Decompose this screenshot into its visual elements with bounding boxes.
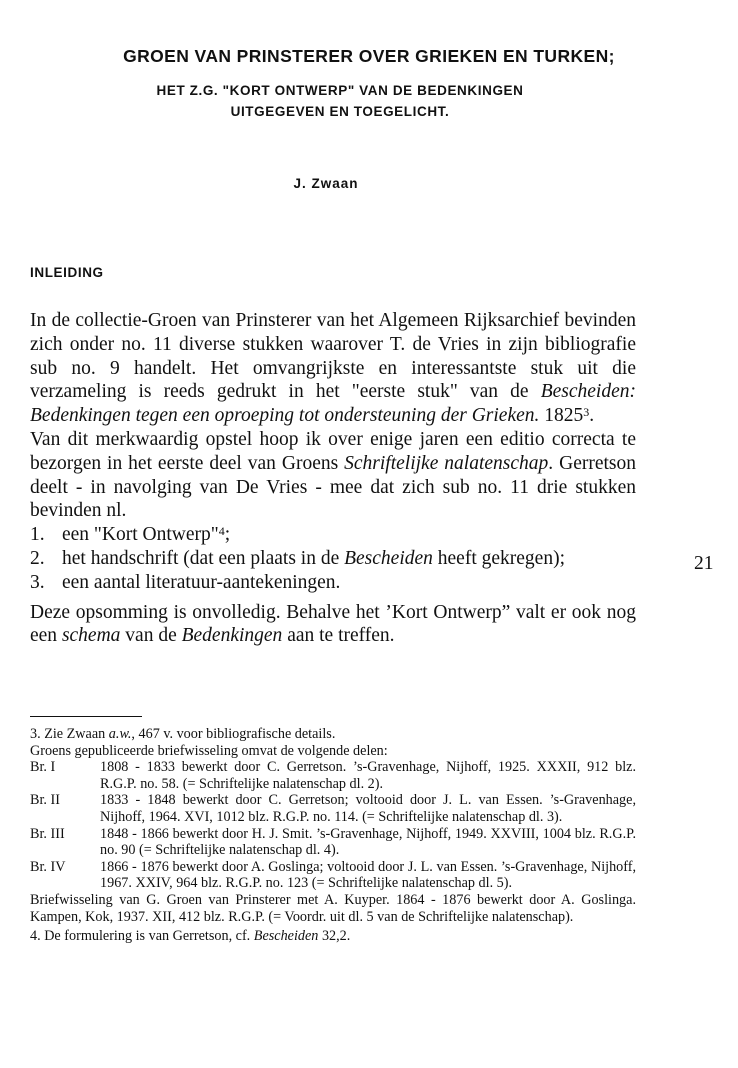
- subtitle-line-1: HET Z.G. "KORT ONTWERP" VAN DE BEDENKINGEN: [156, 83, 524, 98]
- author-name: J. Zwaan: [293, 176, 359, 191]
- paragraph-3: [30, 601, 636, 649]
- list-item-text: een aantal literatuur-aantekeningen.: [62, 571, 341, 593]
- text-run: 32,2.: [318, 928, 351, 945]
- footnote-divider: [30, 716, 142, 717]
- text-run: 4. De formulering is van Gerretson, cf.: [30, 928, 254, 945]
- list-number: 3.: [30, 571, 45, 593]
- footnote-ref-4: 4: [218, 524, 225, 539]
- list-item-text: [62, 523, 636, 547]
- paragraph-2: [30, 428, 636, 523]
- footnote-3: [30, 726, 636, 743]
- kuyper-note: Briefwisseling van G. Groen van Prinsterer met A. Kuyper. 1864 - 1876 bewerkt door A. Goslinga. Kampen, Kok, 1937. XII, 412 blz. R.G.P. (= Voordr. uit dl. 5 van de Schriftelijke nalatenschap).: [30, 891, 636, 925]
- volume-entry: [30, 859, 636, 892]
- page-number: 21: [694, 553, 714, 574]
- numbered-list: [30, 523, 636, 594]
- italic-title: Schriftelijke nalatenschap: [344, 452, 549, 474]
- volume-label: Br. III: [30, 825, 65, 842]
- text-run: . Gerretson deelt - in navolging van De Vries - mee dat zich sub no. 11 drie stukken bevinden nl.: [30, 452, 637, 522]
- list-item: [30, 547, 636, 571]
- list-item: [30, 571, 636, 595]
- footnotes: [30, 726, 636, 945]
- volume-label: Br. IV: [30, 858, 66, 875]
- text-run: een "Kort Ontwerp": [62, 524, 219, 546]
- volume-label: Br. II: [30, 792, 60, 809]
- list-number: 2.: [30, 547, 45, 569]
- volume-entry: [30, 826, 636, 859]
- text-run: .: [589, 405, 595, 427]
- volume-label: Br. I: [30, 759, 56, 776]
- footnote-ref-3: 3: [583, 405, 590, 420]
- text-run: Van dit merkwaardig opstel hoop ik over enige jaren een editio correcta te bezorgen in het eerste deel van Groens: [30, 428, 636, 474]
- text-run: , 467 v. voor bibliografische details.: [131, 726, 336, 742]
- italic-word: schema: [61, 625, 121, 647]
- text-run: 3. Zie Zwaan: [30, 726, 109, 742]
- body-text: [30, 309, 636, 648]
- text-run: In de collectie-Groen van Prinsterer van het Algemeen Rijksarchief bevinden zich onder no. 11 diverse stukken waarover T. de Vries in zijn bibliografie sub no. 9 handelt. Het omvangrijkste en interessantste stuk uit die verzameling is reeds gedrukt in het "eerste stuk" van de: [30, 310, 636, 403]
- italic-title: Bescheiden: [253, 928, 319, 945]
- list-number: 1.: [30, 524, 45, 546]
- text-run: Deze opsomming is onvolledig. Behalve het ’Kort Ontwerp” valt er ook nog een: [30, 601, 636, 647]
- list-item: [30, 523, 636, 547]
- volume-text: 1866 - 1876 bewerkt door A. Goslinga; voltooid door J. L. van Essen. ’s-Gravenhage, Nijhoff, 1967. XXIV, 964 blz. R.G.P. no. 123 (= Schriftelijke nalatenschap dl. 5).: [100, 858, 636, 892]
- article-subtitle: [60, 80, 620, 122]
- volume-text: 1833 - 1848 bewerkt door C. Gerretson; voltooid door J. L. van Essen. ’s-Gravenhage, Nijhoff, 1964. XVI, 1012 blz. R.G.P. no. 114. (= Schriftelijke nalatenschap dl. 3).: [100, 792, 636, 825]
- italic-title: Bescheiden: [344, 547, 433, 569]
- italic-title: Bescheiden: Bedenkingen tegen een oproeping tot ondersteuning der Grieken.: [30, 381, 636, 427]
- volume-text: 1808 - 1833 bewerkt door C. Gerretson. ’s-Gravenhage, Nijhoff, 1925. XXXII, 912 blz. R.G.P. no. 58. (= Schriftelijke nalatenschap dl. 2).: [100, 759, 636, 792]
- paragraph-1: [30, 309, 636, 428]
- volume-text: 1848 - 1866 bewerkt door H. J. Smit. ’s-Gravenhage, Nijhoff, 1949. XXVIII, 1004 blz. R.G.P. no. 90 (= Schriftelijke nalatenschap dl. 4).: [100, 825, 636, 859]
- section-heading: INLEIDING: [30, 265, 104, 280]
- list-item-text: [62, 547, 636, 571]
- footnote-4: [30, 928, 636, 945]
- text-run: 1825: [539, 405, 584, 427]
- text-run: het handschrift (dat een plaats in de: [62, 547, 345, 569]
- text-run: aan te treffen.: [282, 625, 395, 647]
- text-run: ;: [224, 524, 231, 546]
- subtitle-line-2: UITGEGEVEN EN TOEGELICHT.: [230, 104, 450, 119]
- volume-entry: [30, 759, 636, 792]
- article-title: GROEN VAN PRINSTERER OVER GRIEKEN EN TURKEN;: [123, 46, 615, 66]
- volume-entry: [30, 792, 636, 825]
- text-run: heeft gekregen);: [432, 547, 565, 569]
- italic-word: Bedenkingen: [181, 625, 283, 647]
- italic-abbrev: a.w.: [108, 726, 132, 742]
- footnote-intro: Groens gepubliceerde briefwisseling omvat de volgende delen:: [30, 742, 388, 759]
- text-run: van de: [120, 625, 182, 647]
